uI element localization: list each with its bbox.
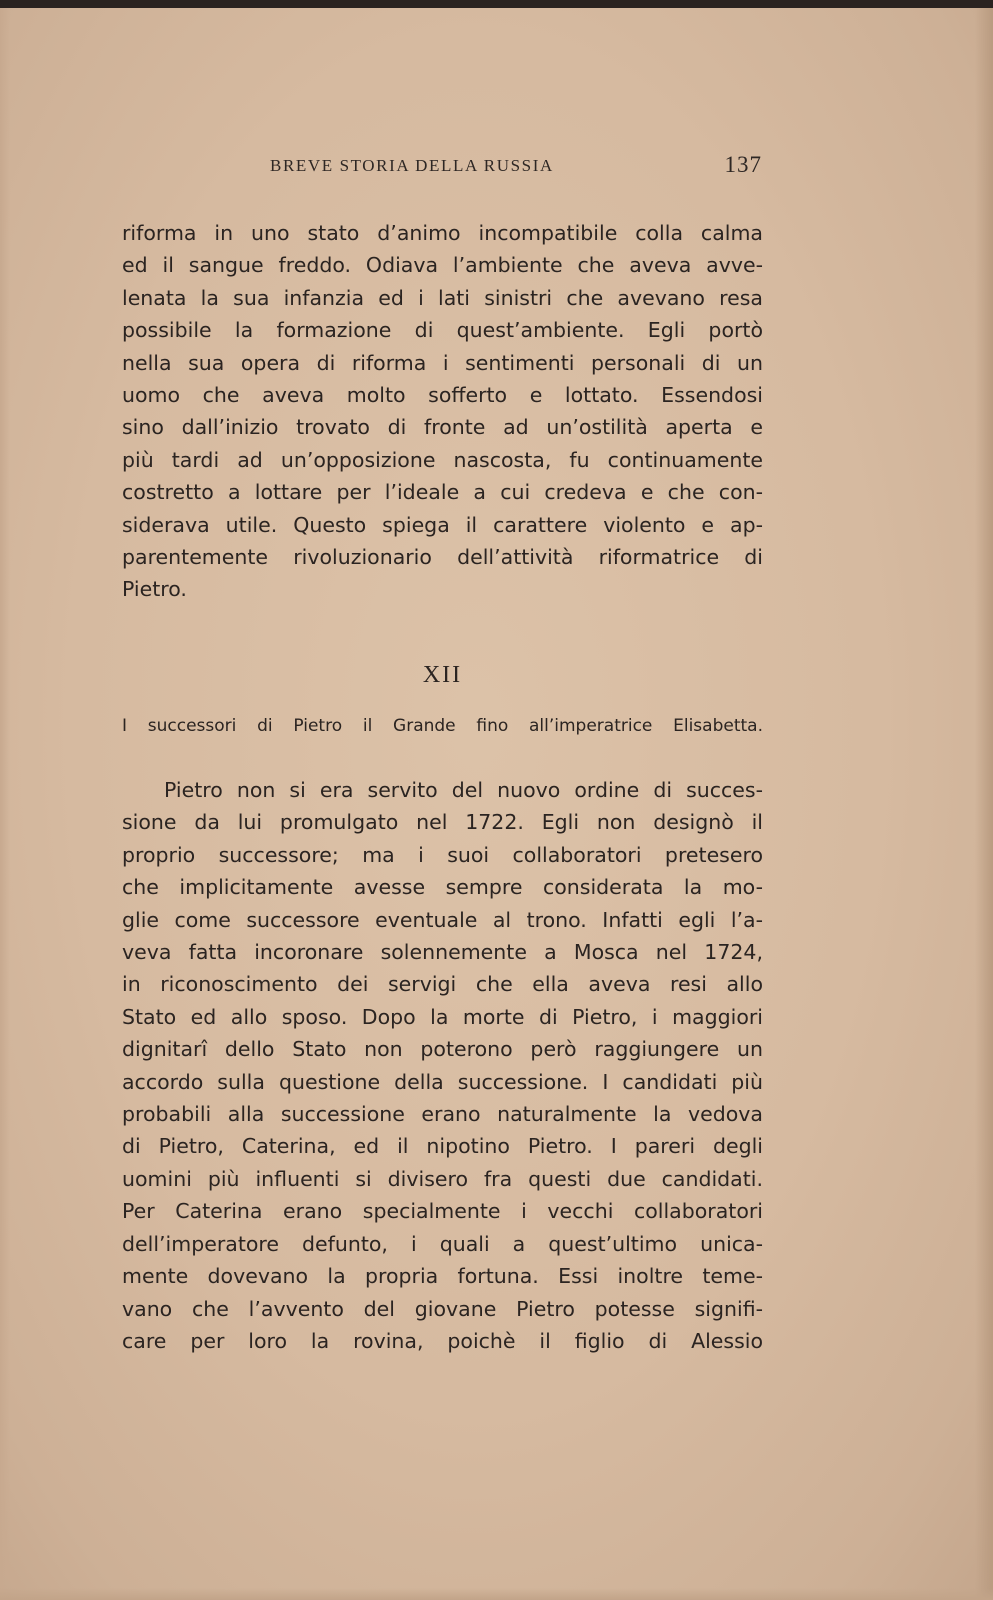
- page-bottom-edge-shadow: [0, 1588, 993, 1600]
- text-line: Per Caterina erano specialmente i vecchi collaboratori: [122, 1199, 763, 1224]
- text-line: proprio successore; ma i suoi collaboratori pretesero: [122, 842, 763, 867]
- section-number: XII: [422, 662, 463, 688]
- section-title: I successori di Pietro il Grande fino all’imperatrice Elisabetta.: [122, 716, 763, 736]
- text-line: probabili alla successione erano naturalmente la vedova: [122, 1102, 763, 1127]
- text-line: in riconoscimento dei servigi che ella aveva resi allo: [122, 972, 763, 997]
- text-line: glie come successore eventuale al trono. Infatti egli l’a-: [122, 907, 763, 932]
- text-line: nella sua opera di riforma i sentimenti personali di un: [122, 350, 763, 375]
- text-line: dell’imperatore defunto, i quali a quest’ultimo unica-: [122, 1231, 763, 1256]
- running-title: BREVE STORIA DELLA RUSSIA: [270, 156, 554, 175]
- text-line: veva fatta incoronare solennemente a Mosca nel 1724,: [122, 940, 763, 965]
- running-header: [122, 152, 762, 182]
- paragraph-1: [122, 217, 763, 606]
- text-line: più tardi ad un’opposizione nascosta, fu continuamente: [122, 447, 763, 472]
- text-line: Pietro.: [122, 577, 187, 602]
- page-number: 137: [724, 152, 762, 177]
- text-line: lenata la sua infanzia ed i lati sinistri che avevano resa: [122, 285, 763, 310]
- text-line: uomini più influenti si divisero fra questi due candidati.: [122, 1166, 763, 1191]
- text-line: mente dovevano la propria fortuna. Essi inoltre teme-: [122, 1264, 763, 1289]
- text-line: Pietro non si era servito del nuovo ordine di succes-: [164, 778, 763, 802]
- page-right-edge-shadow: [975, 8, 993, 1600]
- text-line: di Pietro, Caterina, ed il nipotino Pietro. I pareri degli: [122, 1134, 763, 1159]
- text-line: sino dall’inizio trovato di fronte ad un’ostilità aperta e: [122, 415, 763, 440]
- text-line: Stato ed allo sposo. Dopo la morte di Pietro, i maggiori: [122, 1004, 763, 1029]
- paragraph-2: [122, 774, 763, 1357]
- text-line: ed il sangue freddo. Odiava l’ambiente che aveva avve-: [122, 253, 763, 278]
- text-line: parentemente rivoluzionario dell’attività riformatrice di: [122, 545, 763, 570]
- text-line: siderava utile. Questo spiega il carattere violento e ap-: [122, 512, 763, 537]
- text-line: che implicitamente avesse sempre considerata la mo-: [122, 875, 763, 900]
- text-line: care per loro la rovina, poichè il figlio di Alessio: [122, 1328, 763, 1353]
- text-line: possibile la formazione di quest’ambiente. Egli portò: [122, 318, 763, 343]
- text-line: sione da lui promulgato nel 1722. Egli non designò il: [122, 810, 763, 835]
- text-line: vano che l’avvento del giovane Pietro potesse signifi-: [122, 1296, 763, 1321]
- text-line: accordo sulla questione della successione. I candidati più: [122, 1069, 763, 1094]
- text-line: dignitarî dello Stato non poterono però raggiungere un: [122, 1037, 763, 1062]
- text-line: riforma in uno stato d’animo incompatibile colla calma: [122, 221, 763, 245]
- text-line: costretto a lottare per l’ideale a cui credeva e che con-: [122, 480, 763, 505]
- text-line: uomo che aveva molto sofferto e lottato. Essendosi: [122, 383, 763, 408]
- page-left-edge-shadow: [0, 8, 10, 1600]
